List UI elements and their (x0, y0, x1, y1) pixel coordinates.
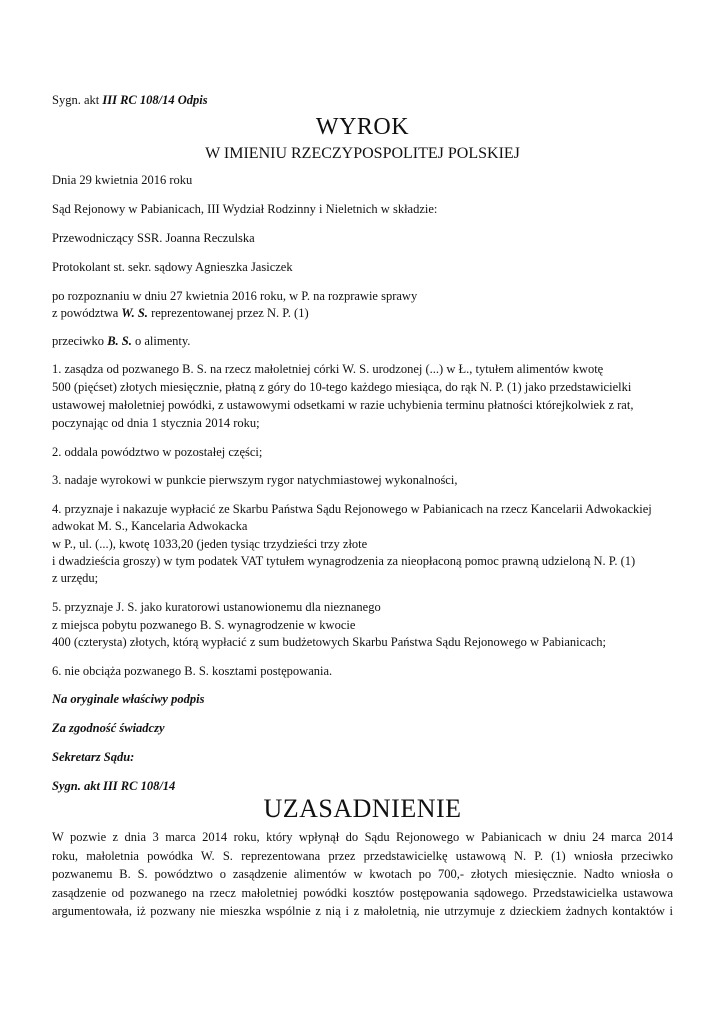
case-signature-prefix: Sygn. akt (52, 93, 103, 107)
document-title: WYROK (315, 114, 410, 140)
justification-line: pozwanemu B. S. powództwo o zasądzenie alimentów w kwotach po 700,- złotych miesięcznie. Nadto wniosła o (52, 867, 673, 881)
court-line: Sąd Rejonowy w Pabianicach, III Wydział Rodzinny i Nieletnich w składzie: (52, 202, 438, 216)
justification-line: zasądzenie od pozwanego na rzecz małoletniej powódki kosztów postępowania sądowego. Przedstawicielka ustawowa (52, 885, 673, 900)
item-1-line-2: 500 (pięćset) złotych miesięcznie, płatną z góry do 10-tego każdego miesiąca, do rąk N. P. (1) jako przedstawicielki (52, 380, 632, 394)
justification-paragraph (52, 828, 673, 921)
item-6: 6. nie obciąża pozwanego B. S. kosztami postępowania. (52, 664, 333, 678)
hearing-line-1: po rozpoznaniu w dniu 27 kwietnia 2016 roku, w P. na rozprawie sprawy (52, 289, 418, 303)
hearing-line-2-prefix: z powództwa (52, 306, 122, 320)
item-5-line-3: 400 (czterysta) złotych, którą wypłacić z sum budżetowych Skarbu Państwa Sądu Rejonowego w Pabianicach; (52, 635, 607, 649)
item-5-line-2: z miejsca pobytu pozwanego B. S. wynagrodzenie w kwocie (52, 618, 356, 632)
secretary-note: Sekretarz Sądu: (52, 750, 135, 764)
justification-heading: UZASADNIENIE (263, 794, 462, 823)
item-4-line-4: i dwadzieścia groszy) w tym podatek VAT tytułem wynagrodzenia za nieopłaconą pomoc prawną udzieloną N. P. (1) (52, 554, 636, 568)
against-prefix: przeciwko (52, 334, 108, 348)
original-signature-note: Na oryginale właściwy podpis (52, 692, 205, 706)
date-line: Dnia 29 kwietnia 2016 roku (52, 173, 193, 187)
item-4-line-3: w P., ul. (...), kwotę 1033,20 (jeden tysiąc trzydzieści trzy złote (52, 537, 368, 551)
item-4-line-2: adwokat M. S., Kancelaria Adwokacka (52, 519, 248, 533)
item-2: 2. oddala powództwo w pozostałej części; (52, 445, 263, 459)
plaintiff-name: W. S. (121, 306, 148, 320)
chair-line: Przewodniczący SSR. Joanna Reczulska (52, 231, 255, 245)
against-line (52, 333, 190, 350)
item-1-line-3: ustawowej małoletniej powódki, z ustawowymi odsetkami w razie uchybienia terminu płatności którejkolwiek z rat, (52, 398, 634, 412)
item-1-line-1: 1. zasądza od pozwanego B. S. na rzecz małoletniej córki W. S. urodzonej (...) w Ł., tytułem alimentów kwotę (52, 362, 604, 376)
document-subtitle: W IMIENIU RZECZYPOSPOLITEJ POLSKIEJ (205, 145, 520, 162)
clerk-line: Protokolant st. sekr. sądowy Agnieszka Jasiczek (52, 260, 293, 274)
case-signature-header (52, 92, 208, 109)
item-4-line-5: z urzędu; (52, 571, 99, 585)
item-5-line-1: 5. przyznaje J. S. jako kuratorowi ustanowionemu dla nieznanego (52, 600, 381, 614)
item-3: 3. nadaje wyrokowi w punkcie pierwszym rygor natychmiastowej wykonalności, (52, 473, 458, 487)
hearing-line-2 (52, 305, 309, 322)
case-signature-footer: Sygn. akt III RC 108/14 (52, 779, 176, 793)
item-4-line-1: 4. przyznaje i nakazuje wypłacić ze Skarbu Państwa Sądu Rejonowego w Pabianicach na rzecz Kancelarii Adwokackiej (52, 502, 652, 516)
conformity-note: Za zgodność świadczy (52, 721, 165, 735)
defendant-name: B. S. (107, 334, 132, 348)
case-signature-number: III RC 108/14 Odpis (102, 93, 208, 107)
item-1-line-4: poczynając od dnia 1 stycznia 2014 roku; (52, 416, 260, 430)
justification-line: W pozwie z dnia 3 marca 2014 roku, który wpłynął do Sądu Rejonowego w Pabianicach w dniu 24 marca 2014 (52, 830, 673, 844)
justification-line: roku, małoletnia powódka W. S. reprezentowana przez przedstawicielkę ustawową N. P. (1) wniosła przeciwko (52, 848, 673, 863)
against-suffix: o alimenty. (131, 334, 191, 348)
justification-line: argumentowała, iż pozwany nie mieszka wspólnie z nią i z małoletnią, nie utrzymuje z dzieckiem żadnych kontaktów i (52, 904, 673, 918)
hearing-line-2-suffix: reprezentowanej przez N. P. (1) (147, 306, 309, 320)
